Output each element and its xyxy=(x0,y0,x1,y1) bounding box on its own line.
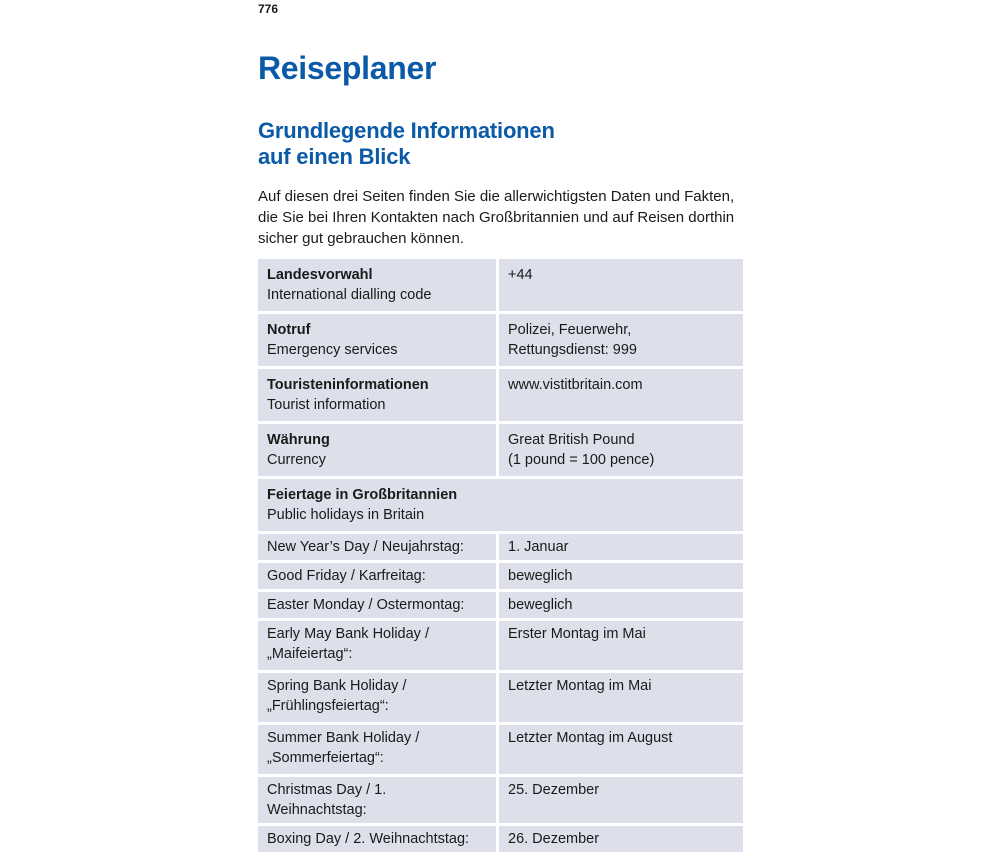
holiday-name-line-2: „Maifeiertag“: xyxy=(267,646,353,662)
holiday-name-cell xyxy=(258,534,496,560)
holiday-date: Erster Montag im Mai xyxy=(508,626,646,642)
table-row-holiday xyxy=(258,777,743,823)
holiday-name: Easter Monday / Ostermontag: xyxy=(267,597,465,613)
intro-paragraph: Auf diesen drei Seiten finden Sie die allerwichtigsten Daten und Fakten, die Sie bei Ihren Kontakten nach Großbritannien und auf Reisen dorthin sicher gut gebrauchen können. xyxy=(258,188,735,247)
holiday-date-cell xyxy=(499,563,743,589)
label-english: Emergency services xyxy=(267,342,398,358)
holiday-name-cell xyxy=(258,777,496,823)
holiday-name-cell xyxy=(258,592,496,618)
table-row-holiday xyxy=(258,725,743,774)
holiday-date: 1. Januar xyxy=(508,539,569,555)
table-row-holiday xyxy=(258,826,743,852)
table-row-holiday xyxy=(258,563,743,589)
holiday-name-line-1: Summer Bank Holiday / xyxy=(267,730,420,746)
section-title-line-1: Grundlegende Informationen xyxy=(258,118,555,143)
table-row-tourist-info xyxy=(258,369,743,421)
info-table xyxy=(258,259,743,855)
tourist-info-url: www.vistitbritain.com xyxy=(508,377,643,393)
label-german: Landesvorwahl xyxy=(267,267,373,283)
table-row-holiday xyxy=(258,534,743,560)
holiday-date-cell xyxy=(499,673,743,722)
value-cell xyxy=(499,369,743,421)
table-row-holiday xyxy=(258,621,743,670)
holiday-date-cell xyxy=(499,592,743,618)
dialling-code-value: +44 xyxy=(508,267,533,283)
table-row-dialling-code xyxy=(258,259,743,311)
holiday-name: New Year’s Day / Neujahrstag: xyxy=(267,539,464,555)
section-title xyxy=(258,118,738,170)
holiday-name-cell xyxy=(258,673,496,722)
table-row-holiday xyxy=(258,673,743,722)
label-english: Public holidays in Britain xyxy=(267,507,425,523)
holiday-name: Good Friday / Karfreitag: xyxy=(267,568,426,584)
holiday-date: 25. Dezember xyxy=(508,782,600,798)
holiday-name-cell xyxy=(258,563,496,589)
emergency-value-line-2: Rettungsdienst: 999 xyxy=(508,342,637,358)
table-row-currency xyxy=(258,424,743,476)
holiday-name-line-2: „Frühlingsfeiertag“: xyxy=(267,698,389,714)
value-cell xyxy=(499,424,743,476)
currency-value-line-2: (1 pound = 100 pence) xyxy=(508,452,655,468)
label-german: Währung xyxy=(267,432,330,448)
label-german: Feiertage in Großbritannien xyxy=(267,487,458,503)
holiday-date-cell xyxy=(499,534,743,560)
value-cell xyxy=(499,314,743,366)
currency-value-line-1: Great British Pound xyxy=(508,432,635,448)
holiday-name-line-1: Early May Bank Holiday / xyxy=(267,626,429,642)
label-english: Currency xyxy=(267,452,326,468)
holiday-date-cell xyxy=(499,621,743,670)
label-german: Touristeninformationen xyxy=(267,377,429,393)
holiday-name: Boxing Day / 2. Weihnachtstag: xyxy=(267,831,470,847)
label-german: Notruf xyxy=(267,322,311,338)
label-cell xyxy=(258,259,496,311)
table-row-holiday xyxy=(258,592,743,618)
table-row-holidays-header xyxy=(258,479,743,531)
holiday-name-cell xyxy=(258,725,496,774)
emergency-value-line-1: Polizei, Feuerwehr, xyxy=(508,322,632,338)
page-number: 776 xyxy=(258,2,279,16)
label-cell xyxy=(258,314,496,366)
holiday-name-line-1: Spring Bank Holiday / xyxy=(267,678,407,694)
label-cell xyxy=(258,369,496,421)
holiday-name-cell xyxy=(258,826,496,852)
holiday-name: Christmas Day / 1. Weihnachtstag: xyxy=(267,782,387,818)
page-title: Reiseplaner xyxy=(258,50,437,86)
holiday-date: beweglich xyxy=(508,597,573,613)
value-cell xyxy=(499,259,743,311)
holiday-date: beweglich xyxy=(508,568,573,584)
holiday-date: 26. Dezember xyxy=(508,831,600,847)
holiday-name-cell xyxy=(258,621,496,670)
label-english: Tourist information xyxy=(267,397,386,413)
label-english: International dialling code xyxy=(267,287,432,303)
holiday-date: Letzter Montag im Mai xyxy=(508,678,652,694)
section-title-line-2: auf einen Blick xyxy=(258,144,411,169)
holidays-header-cell xyxy=(258,479,743,531)
holiday-date-cell xyxy=(499,826,743,852)
holiday-date: Letzter Montag im August xyxy=(508,730,673,746)
holiday-name-line-2: „Sommerfeiertag“: xyxy=(267,750,384,766)
table-row-emergency xyxy=(258,314,743,366)
label-cell xyxy=(258,424,496,476)
holiday-date-cell xyxy=(499,725,743,774)
holiday-date-cell xyxy=(499,777,743,823)
